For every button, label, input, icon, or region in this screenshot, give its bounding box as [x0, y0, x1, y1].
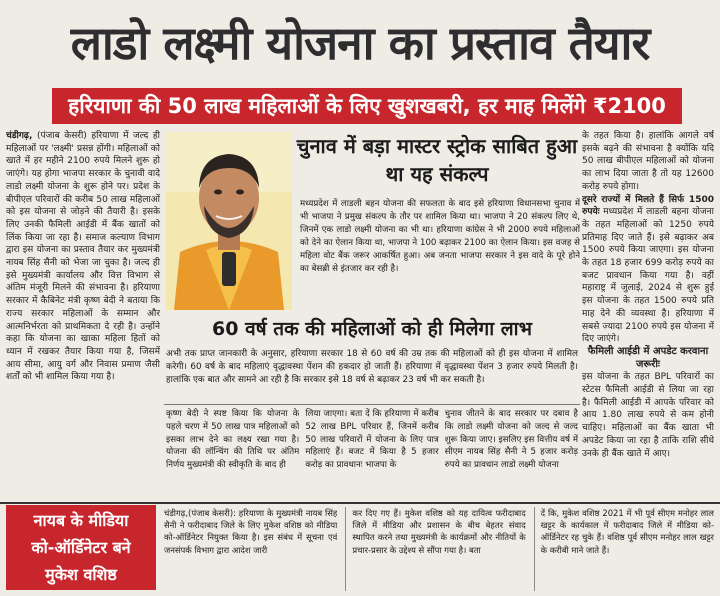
- family-id-subhead: फैमिली आईडी में अपडेट करवाना जरूरीः: [587, 345, 709, 370]
- left-column-body: (पंजाब केसरी) हरियाणा में जल्द ही महिलाओं पर 'लक्ष्मी' प्रसन्न होंगी। महिलाओं को खाते में हर महीने 2100 रुपये मिलने शुरू हो जाएंगे। यह होगा भाजपा सरकार के चुनावी वादे लाडो लक्ष्मी योजना के शुरू होने पर। प्रदेश के बीपीएल परिवारों की करीब 50 लाख महिलाओं को इस योजना से जोड़ने की तैयारी है। इसके लिए उनकी फैमिली आईडी में बैंक खातों को लिंक किया जा रहा है। समाज कल्याण विभाग द्वारा इस योजना का प्रस्ताव तैयार कर मुख्यमंत्री नायब सिंह सैनी को भेजा जा चुका है। जल्द ही इसे मुख्यमंत्री कार्यालय और वित्त विभाग से अंतिम मंजूरी मिलने की संभावना है। हरियाणा सरकार में कैबिनेट मंत्री कृष्ण बेदी ने बताया कि राज्य सरकार महिलाओं के सम्मान और आत्मनिर्भरता को प्राथमिकता दे रही है। उन्होंने कहा कि योजना का खाका महिला हितों को ध्यान में रखकर तैयार किया गया है, जिसमें आय सीमा, आयु वर्ग और निवास प्रमाण जैसी शर्तों को भी शामिल किया गया है।: [6, 131, 160, 383]
- right-column-subhead: दूसरे राज्यों में मिलते हैं सिर्फ 1500 रुपयेः: [582, 194, 714, 218]
- right-column-text-2: मध्यप्रदेश में लाडली बहना योजना के तहत महिलाओं को 1250 रुपये प्रतिमाह दिए जाते हैं। इसे बढ़ाकर अब 1500 रुपये किया जाएगा। इस योजना के तहत 18 हजार 699 करोड़ रुपये का बजट प्रावधान किया गया है। वहीं महाराष्ट्र में जुलाई, 2024 से शुरू हुई इस योजना के तहत 1500 रुपये प्रति माह देने की व्यवस्था है। हरियाणा में सबसे ज्यादा 2100 रुपये इस योजना में दिए जाएंगे।: [582, 207, 714, 345]
- bottom-column: लिया जाएगा। बता दें कि हरियाणा में करीब 52 लाख BPL परिवार हैं, जिनमें करीब 50 लाख परिवारों में योजना के लिए पात्र महिलाएं हैं। बजट में किया है 5 हजार करोड़ का प्रावधानः भाजपा के: [305, 409, 439, 471]
- mid-headline: 60 वर्ष तक की महिलाओं को ही मिलेगा लाभ: [212, 318, 532, 340]
- subnews-headline-line: नायब के मीडिया: [33, 511, 129, 530]
- portrait-photo: [166, 132, 292, 310]
- bottom-columns: [166, 408, 578, 500]
- subheadline-banner: हरियाणा की 50 लाख महिलाओं के लिए खुशखबरी, हर माह मिलेंगे ₹2100: [52, 88, 682, 124]
- subnews-columns: [164, 507, 714, 591]
- headline: लाडो लक्ष्मी योजना का प्रस्ताव तैयार: [70, 16, 650, 70]
- right-column-text-3: इस योजना के तहत BPL परिवारों का स्टेटस फैमिली आईडी से लिया जा रहा है। फैमिली आईडी में आपके परिवार को आय 1.80 लाख रुपये से कम होनी चाहिए। महिलाओं का बैंक खाता भी अपडेट किया जा रहा है ताकि राशि सीधे उनके ही बैंक खाते में आए।: [582, 372, 714, 459]
- subnews-column: दें कि, मुकेश वशिष्ठ 2021 में भी पूर्व सीएम मनोहर लाल खट्टर के कार्यकाल में फरीदाबाद जिले में मीडिया को-ऑर्डिनेटर रह चुके हैं। वशिष्ठ पूर्व सीएम मनोहर लाल खट्टर के करीबी माने जाते हैं।: [534, 507, 714, 591]
- subnews-headline-line: मुकेश वशिष्ठ: [45, 565, 117, 584]
- right-column: [582, 130, 714, 506]
- page-divider: [0, 502, 720, 504]
- right-column-text-1: के तहत किया है। हालांकि आगले वर्ष इसके बढ़ने की संभावना है क्योंकि यदि 50 लाख बीपीएल महिलाओं को योजना का लाभ दिया जाता है तो यह 12600 करोड़ रुपये होगा।: [582, 131, 714, 192]
- bottom-column: कृष्ण बेदी ने स्पष्ट किया कि योजना के पहले चरण में 50 लाख पात्र महिलाओं को इसका लाभ देने का लक्ष्य रखा गया है। योजना की लॉन्चिंग की तिथि पर अंतिम निर्णय मुख्यमंत्री की स्वीकृति के बाद ही: [166, 409, 300, 471]
- left-column: [6, 130, 160, 498]
- section-divider: [164, 404, 580, 405]
- subnews-column: कर दिए गए हैं। मुकेश वशिष्ठ को यह दायित्व फरीदाबाद जिले में मीडिया और प्रशासन के बीच बेहतर संवाद स्थापित करने तथा मुख्यमंत्री के कार्यक्रमों और नीतियों के प्रचार-प्रसार के उद्देश्य से सौंपा गया है। बता: [345, 507, 525, 591]
- dateline: चंडीगढ़,: [6, 131, 33, 141]
- mid-text: अभी तक प्राप्त जानकारी के अनुसार, हरियाणा सरकार 18 से 60 वर्ष की उम्र तक की महिलाओं को ही इस योजना में शामिल करेगी। 60 वर्ष के बाद महिलाएं वृद्धावस्था पेंशन की हकदार हो जाती हैं। हरियाणा में वृद्धावस्था पेंशन 3 हजार रुपये मिलती है। हालांकि एक बात और सामने आ रही है कि सरकार इसे 18 वर्ष से बढ़ाकर 23 वर्ष भी कर सकती है।: [166, 349, 578, 385]
- right-column-para-2: [582, 194, 714, 346]
- subnews-headline-line: को-ऑर्डिनेटर बने: [31, 538, 131, 557]
- left-column-text: [6, 130, 160, 384]
- bottom-column: चुनाव जीतने के बाद सरकार पर दबाव है कि लाडो लक्ष्मी योजना को जल्द से जल्द शुरू किया जाए। इसलिए इस वित्तीय वर्ष में सीएम नायब सिंह सैनी ने 5 हजार करोड़ रुपये का प्रावधान लाडो लक्ष्मी योजना: [444, 409, 578, 471]
- subnews-column: चंडीगढ़,(पंजाब केसरी): हरियाणा के मुख्यमंत्री नायब सिंह सैनी ने फरीदाबाद जिले के लिए मुकेश वशिष्ठ को मीडिया को-ऑर्डिनेटर नियुक्त किया है। इस संबंध में सूचना एवं जनसंपर्क विभाग द्वारा आदेश जारी: [164, 508, 338, 555]
- subnews-headline-box: [6, 505, 156, 590]
- portrait-illustration: [166, 132, 292, 310]
- intro-text: मध्यप्रदेश में लाडली बहन योजना की सफलता के बाद इसे हरियाणा विधानसभा चुनाव में भी भाजपा ने प्रमुख संकल्प के तौर पर शामिल किया था। भाजपा ने 20 संकल्प लिए थे, जिनमें एक लाडो लक्ष्मी योजना का भी था। हरियाणा कांग्रेस ने भी 2000 रुपये महिलाओं को देने का ऐलान किया था, भाजपा ने 100 बढ़ाकर 2100 का ऐलान किया। इस वजह से महिला वोट बैंक जरूर आकर्षित हुआ। अब जनता भाजपा सरकार ने इस वादे के पूरे होने का बेसब्री से इंतजार कर रही है।: [300, 199, 580, 274]
- box-headline: चुनाव में बड़ा मास्टर स्ट्रोक साबित हुआ था यह संकल्प: [296, 134, 578, 186]
